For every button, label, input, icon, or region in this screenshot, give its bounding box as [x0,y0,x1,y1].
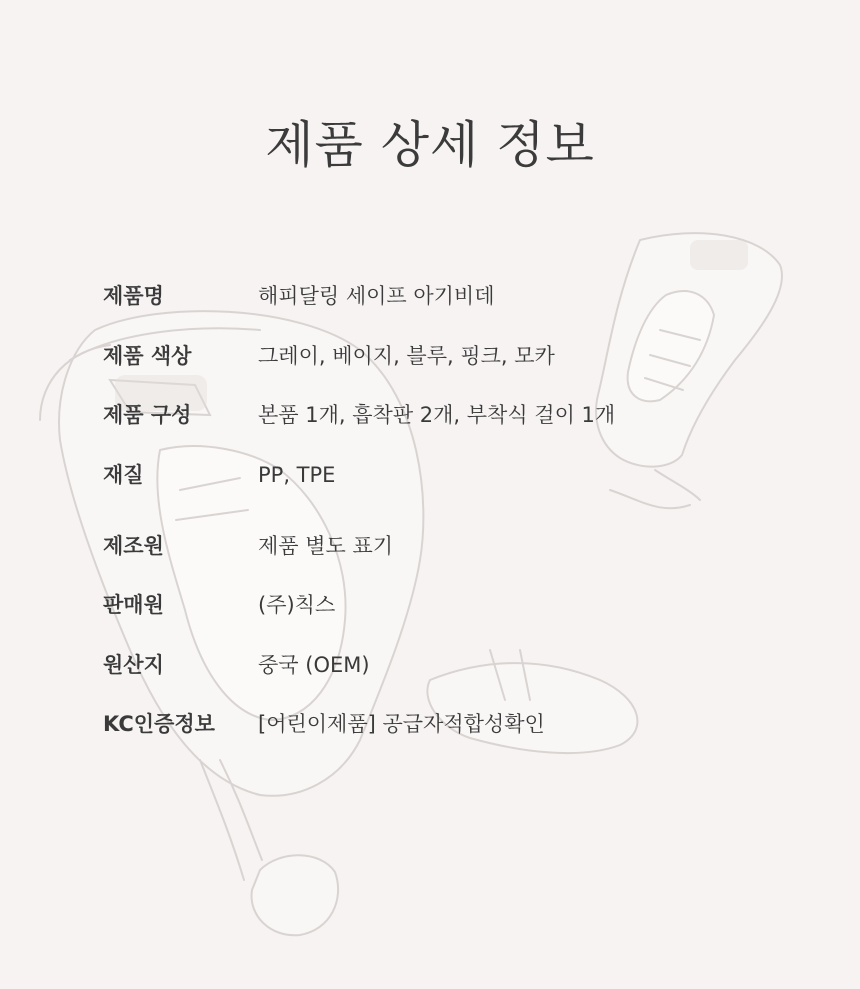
spec-row-product-composition [103,398,783,432]
spec-row-material [103,458,783,492]
spec-row-product-color [103,339,783,373]
spec-label: 재질 [103,463,144,487]
spec-value: (주)칙스 [258,593,336,617]
spec-value: 그레이, 베이지, 블루, 핑크, 모카 [258,344,555,368]
spec-row-product-name [103,279,783,313]
spec-row-seller [103,588,783,622]
spec-label: 제조원 [103,534,164,558]
spec-value: 해피달링 세이프 아기비데 [258,284,495,308]
spec-value: 본품 1개, 흡착판 2개, 부착식 걸이 1개 [258,403,616,427]
spec-label: 판매원 [103,593,164,617]
spec-label: 제품 구성 [103,403,192,427]
spec-value: PP, TPE [258,463,336,487]
spec-value: [어린이제품] 공급자적합성확인 [258,712,545,736]
spec-value: 제품 별도 표기 [258,534,394,558]
spec-row-origin [103,648,783,682]
spec-label: 원산지 [103,653,164,677]
spec-row-manufacturer [103,529,783,563]
spec-row-kc-certification [103,707,783,741]
page-title: 제품 상세 정보 [265,116,595,174]
spec-label: 제품 색상 [103,344,192,368]
spec-label: 제품명 [103,284,164,308]
spec-value: 중국 (OEM) [258,653,370,677]
spec-label: KC인증정보 [103,712,215,736]
